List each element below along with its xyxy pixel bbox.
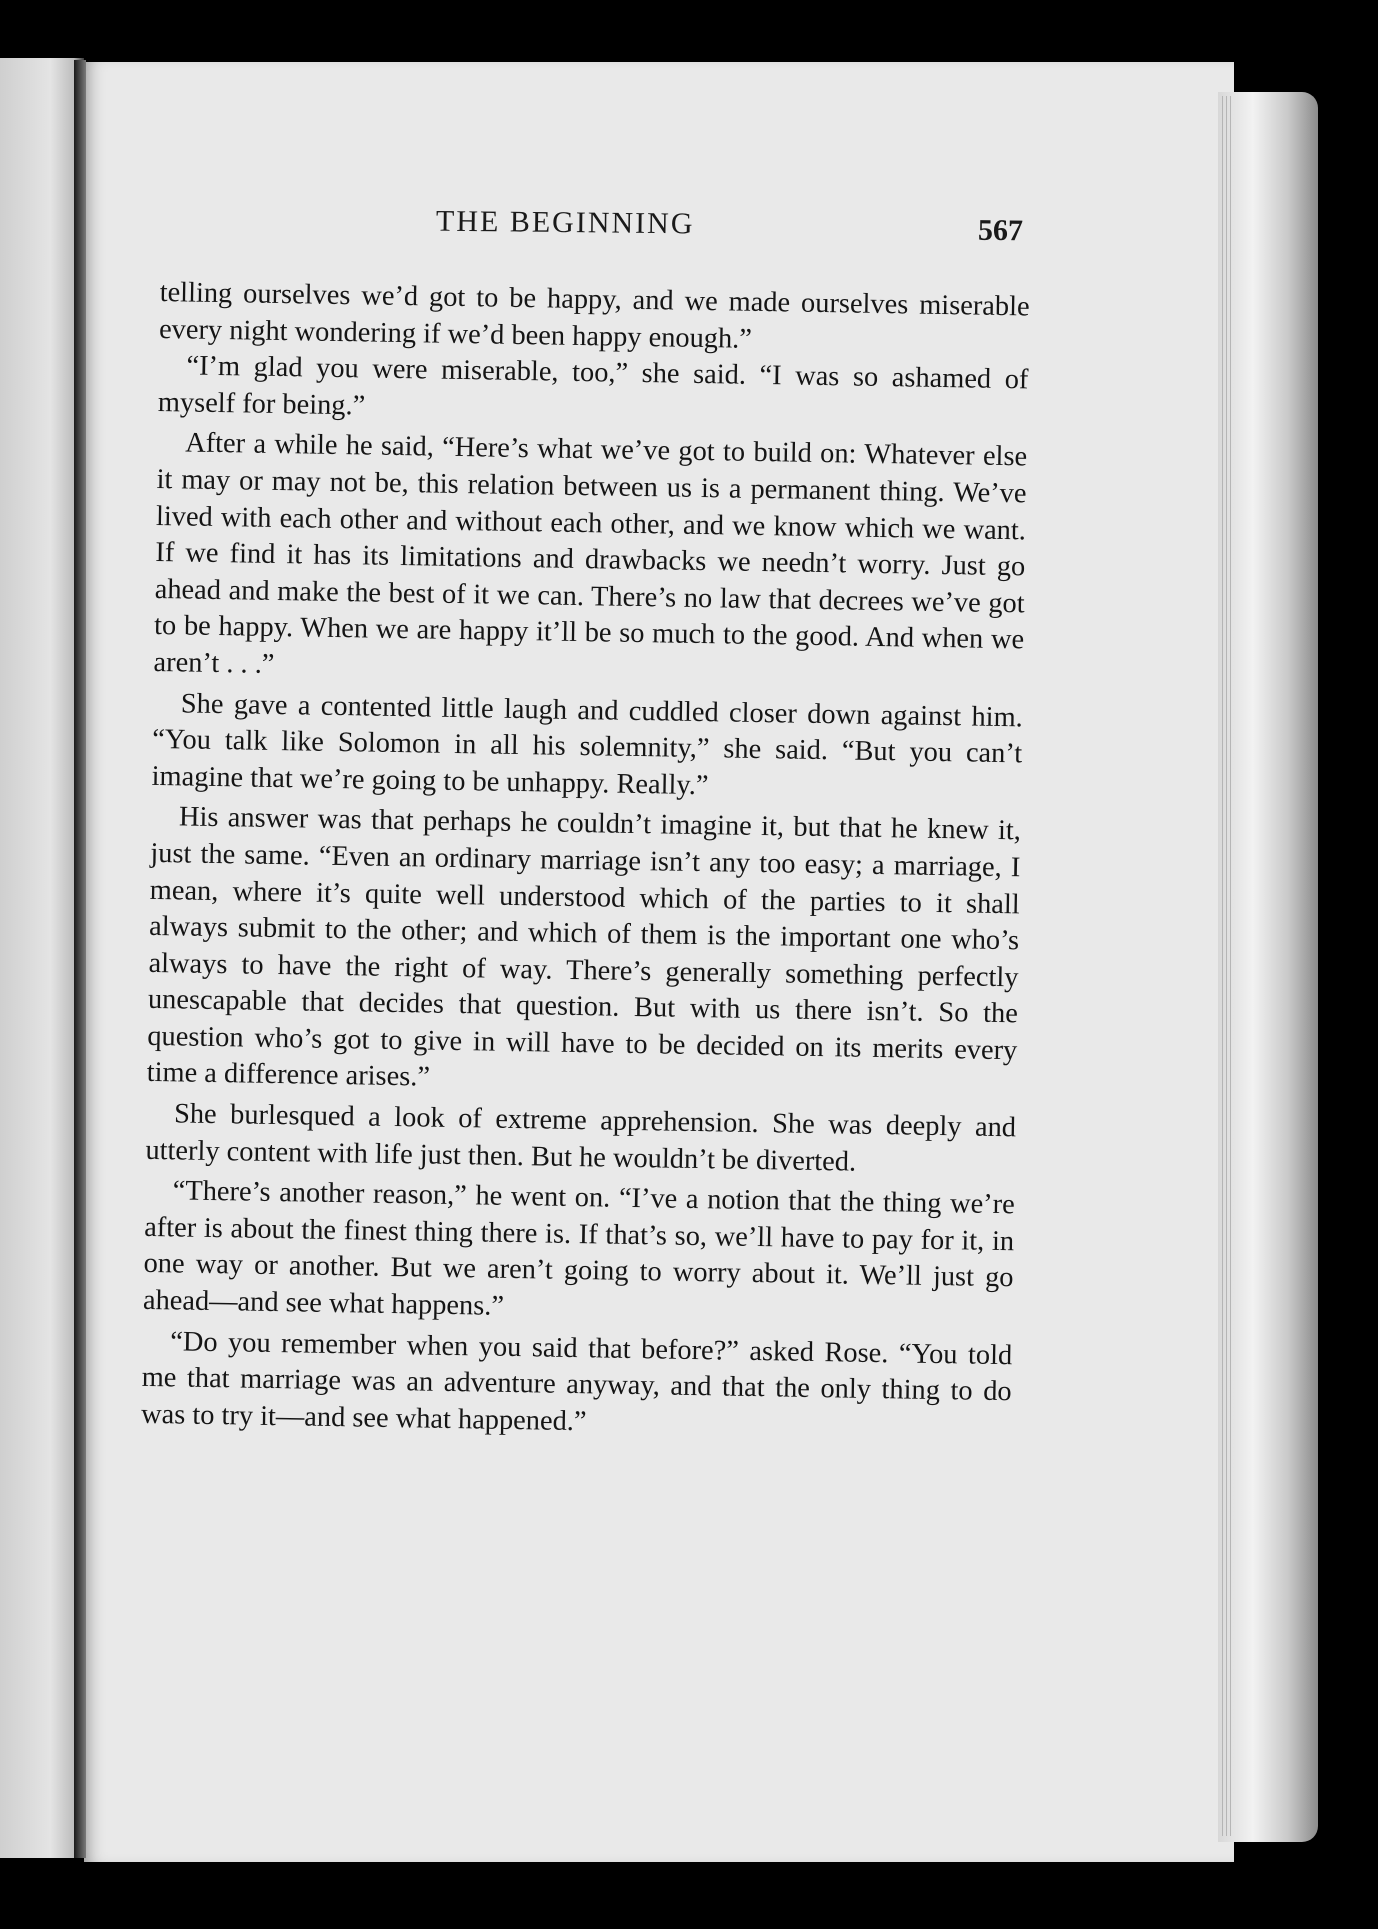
page-number: 567 <box>977 213 1024 248</box>
previous-page-edge <box>0 58 84 1858</box>
paragraph: She gave a contented little laugh and cuddled closer down against him. “You talk like Solomon in all his solemnity,” she said. “But you can’t imagine that we’re going to be unhappy. Really.” <box>151 687 1024 801</box>
paragraph: She burlesqued a look of extreme apprehension. She was deeply and utterly content with life just then. But he wouldn’t be diverted. <box>145 1098 1017 1178</box>
running-head: THE BEGINNING <box>435 204 695 241</box>
body-text <box>141 275 1030 1448</box>
paragraph: His answer was that perhaps he couldn’t imagine it, but that he knew it, just the same. “Even an ordinary marriage isn’t any too easy; a marriage, I mean, where it’s quite well understood which of the parties to it shall always submit to the other; and which of them is the important one who’s always to have the right of way. There’s generally something perfectly unescapable that decides that question. But with us there isn’t. So the question who’s got to give in will have to be decided on its merits every time a difference arises.” <box>146 801 1022 1094</box>
paragraph: “Do you remember when you said that before?” asked Rose. “You told me that marriage was an adventure anyway, and that the only thing to do was to try it—and see what happened.” <box>140 1325 1013 1438</box>
paragraph: After a while he said, “Here’s what we’ve got to build on: Whatever else it may or may not be, this relation between us is a permanent thing. We’ve lived with each other and without each other, and we know which we want. If we find it has its limitations and drawbacks we needn’t worry. Just go ahead and make the best of it we can. There’s no law that decrees we’ve got to be happy. When we are happy it’ll be so much to the good. And when we aren’t . . .” <box>153 427 1028 680</box>
book-spine-shadow <box>74 60 86 1858</box>
paragraph: telling ourselves we’d got to be happy, and we made ourselves miserable every night wondering if we’d been happy enough.” <box>158 276 1030 355</box>
page-stack-lines <box>1222 96 1234 1836</box>
paragraph: “There’s another reason,” he went on. “I’ve a notion that the thing we’re after is about the finest thing there is. If that’s so, we’ll have to pay for it, in one way or another. But we aren’t going to worry about it. We’ll just go ahead—and see what happens.” <box>142 1175 1015 1322</box>
paragraph: “I’m glad you were miserable, too,” she said. “I was so ashamed of myself for being.” <box>157 350 1029 422</box>
